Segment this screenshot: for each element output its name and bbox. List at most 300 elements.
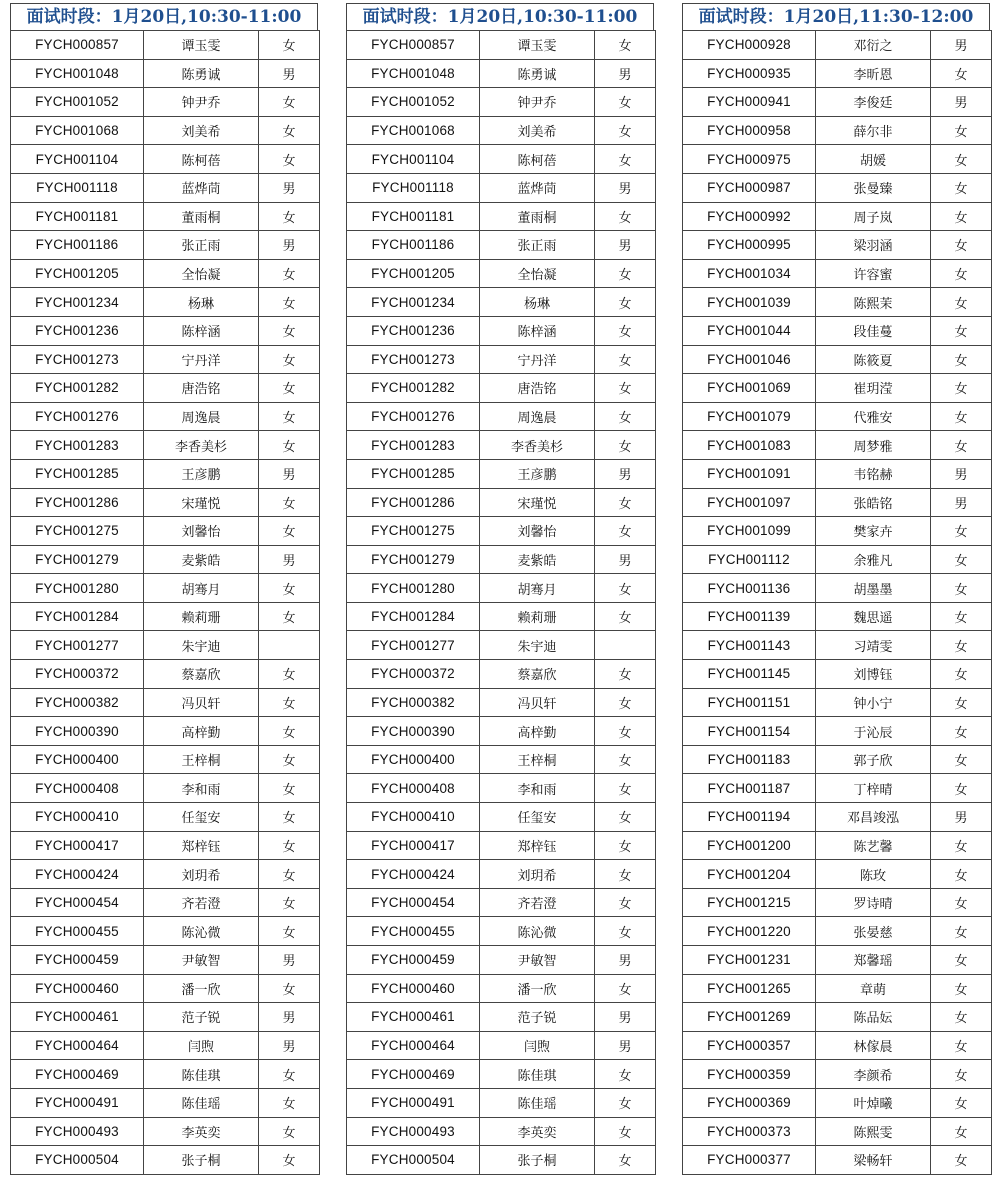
candidate-name: 梁畅轩 xyxy=(816,1146,931,1175)
table-row xyxy=(347,1117,656,1146)
candidate-gender: 男 xyxy=(595,173,656,202)
candidate-name: 范子锐 xyxy=(144,1003,259,1032)
table-row xyxy=(11,517,320,546)
table-row xyxy=(347,402,656,431)
candidate-id: FYCH001046 xyxy=(683,345,816,374)
candidate-gender: 女 xyxy=(595,774,656,803)
candidate-gender: 女 xyxy=(931,145,992,174)
candidate-gender: 女 xyxy=(595,1060,656,1089)
candidate-gender: 女 xyxy=(595,717,656,746)
candidate-name: 刘玥希 xyxy=(480,860,595,889)
table-row xyxy=(11,259,320,288)
candidate-name: 郑梓钰 xyxy=(144,831,259,860)
candidate-id: FYCH000424 xyxy=(347,860,480,889)
table-row xyxy=(347,259,656,288)
candidate-gender: 女 xyxy=(931,631,992,660)
table-row xyxy=(683,831,992,860)
candidate-id: FYCH001136 xyxy=(683,574,816,603)
candidate-gender: 女 xyxy=(931,946,992,975)
table-row xyxy=(347,288,656,317)
candidate-id: FYCH001104 xyxy=(11,145,144,174)
candidate-id: FYCH000958 xyxy=(683,116,816,145)
table-row xyxy=(11,1088,320,1117)
candidate-id: FYCH001285 xyxy=(347,459,480,488)
candidate-id: FYCH001236 xyxy=(11,316,144,345)
table-row xyxy=(683,345,992,374)
candidate-gender: 女 xyxy=(931,202,992,231)
candidate-name: 蓝烨茼 xyxy=(144,173,259,202)
candidate-name: 刘博钰 xyxy=(816,660,931,689)
candidate-name: 尹敏智 xyxy=(144,946,259,975)
candidate-name: 闫煦 xyxy=(480,1031,595,1060)
table-row xyxy=(11,1003,320,1032)
candidate-id: FYCH000493 xyxy=(11,1117,144,1146)
candidate-gender: 男 xyxy=(931,488,992,517)
table-row xyxy=(347,888,656,917)
candidate-name: 郑梓钰 xyxy=(480,831,595,860)
candidate-gender: 女 xyxy=(931,574,992,603)
candidate-name: 全怡凝 xyxy=(480,259,595,288)
candidate-id: FYCH001269 xyxy=(683,1003,816,1032)
candidate-gender: 女 xyxy=(259,860,320,889)
candidate-gender: 女 xyxy=(259,88,320,117)
candidate-name: 任玺安 xyxy=(480,803,595,832)
table-row xyxy=(683,888,992,917)
candidate-name: 陈佳琪 xyxy=(144,1060,259,1089)
candidate-gender: 女 xyxy=(595,1088,656,1117)
candidate-name: 魏思遥 xyxy=(816,602,931,631)
table-row xyxy=(347,374,656,403)
candidate-gender: 女 xyxy=(595,145,656,174)
table-row xyxy=(347,59,656,88)
table-row xyxy=(683,145,992,174)
candidate-name: 崔玥滢 xyxy=(816,374,931,403)
candidate-name: 陈佳瑶 xyxy=(144,1088,259,1117)
candidate-gender: 男 xyxy=(259,1003,320,1032)
table-row xyxy=(347,1146,656,1175)
candidate-gender: 女 xyxy=(595,860,656,889)
candidate-name: 麦紫皓 xyxy=(480,545,595,574)
candidate-name: 李和雨 xyxy=(480,774,595,803)
table-row xyxy=(347,88,656,117)
candidate-name: 郑馨瑶 xyxy=(816,946,931,975)
candidate-gender xyxy=(595,631,656,660)
table-row xyxy=(683,116,992,145)
candidate-name: 高梓勤 xyxy=(144,717,259,746)
table-row xyxy=(347,974,656,1003)
candidate-name: 董雨桐 xyxy=(480,202,595,231)
candidate-gender: 男 xyxy=(259,231,320,260)
table-row xyxy=(683,803,992,832)
table-row xyxy=(347,1088,656,1117)
table-row xyxy=(347,202,656,231)
candidate-id: FYCH001275 xyxy=(11,517,144,546)
candidate-id: FYCH000424 xyxy=(11,860,144,889)
table-row xyxy=(683,517,992,546)
candidate-table xyxy=(10,30,320,1175)
candidate-name: 宁丹洋 xyxy=(144,345,259,374)
candidate-name: 齐若澄 xyxy=(480,888,595,917)
candidate-name: 宁丹洋 xyxy=(480,345,595,374)
schedule-panel-2 xyxy=(346,3,654,1175)
candidate-id: FYCH001048 xyxy=(11,59,144,88)
candidate-gender: 女 xyxy=(931,345,992,374)
table-row xyxy=(347,917,656,946)
candidate-table xyxy=(682,30,992,1175)
candidate-id: FYCH000359 xyxy=(683,1060,816,1089)
candidate-gender: 女 xyxy=(595,288,656,317)
candidate-gender: 女 xyxy=(595,431,656,460)
table-row xyxy=(683,1031,992,1060)
candidate-gender: 女 xyxy=(259,145,320,174)
candidate-name: 张曼臻 xyxy=(816,173,931,202)
table-row xyxy=(11,431,320,460)
table-row xyxy=(347,774,656,803)
candidate-gender: 女 xyxy=(931,660,992,689)
candidate-name: 余雅凡 xyxy=(816,545,931,574)
candidate-gender: 女 xyxy=(259,688,320,717)
table-row xyxy=(683,488,992,517)
candidate-id: FYCH000857 xyxy=(347,31,480,60)
candidate-name: 郭子欣 xyxy=(816,745,931,774)
candidate-name: 丁梓晴 xyxy=(816,774,931,803)
table-row xyxy=(347,145,656,174)
table-row xyxy=(11,803,320,832)
candidate-gender: 男 xyxy=(595,1031,656,1060)
candidate-id: FYCH000469 xyxy=(347,1060,480,1089)
candidate-gender: 男 xyxy=(259,173,320,202)
candidate-name: 胡墨墨 xyxy=(816,574,931,603)
candidate-name: 陈熙茉 xyxy=(816,288,931,317)
candidate-gender: 女 xyxy=(931,1146,992,1175)
candidate-id: FYCH000504 xyxy=(11,1146,144,1175)
candidate-gender: 女 xyxy=(259,717,320,746)
candidate-name: 王梓桐 xyxy=(144,745,259,774)
candidate-gender: 女 xyxy=(931,116,992,145)
candidate-id: FYCH000372 xyxy=(11,660,144,689)
candidate-gender: 男 xyxy=(595,231,656,260)
candidate-name: 王彦鹏 xyxy=(480,459,595,488)
candidate-gender: 女 xyxy=(595,517,656,546)
candidate-name: 尹敏智 xyxy=(480,946,595,975)
candidate-id: FYCH000410 xyxy=(347,803,480,832)
candidate-id: FYCH001220 xyxy=(683,917,816,946)
candidate-gender: 女 xyxy=(595,488,656,517)
table-row xyxy=(11,688,320,717)
candidate-name: 章萌 xyxy=(816,974,931,1003)
table-row xyxy=(11,31,320,60)
candidate-gender: 男 xyxy=(595,1003,656,1032)
candidate-id: FYCH001039 xyxy=(683,288,816,317)
candidate-name: 周梦雅 xyxy=(816,431,931,460)
candidate-gender: 女 xyxy=(595,116,656,145)
candidate-gender: 女 xyxy=(259,803,320,832)
candidate-id: FYCH001276 xyxy=(347,402,480,431)
candidate-id: FYCH000382 xyxy=(347,688,480,717)
table-row xyxy=(11,860,320,889)
candidate-gender: 女 xyxy=(259,774,320,803)
candidate-name: 薛尔非 xyxy=(816,116,931,145)
candidate-name: 陈筱夏 xyxy=(816,345,931,374)
candidate-id: FYCH001279 xyxy=(11,545,144,574)
table-row xyxy=(683,231,992,260)
candidate-name: 张子桐 xyxy=(480,1146,595,1175)
candidate-name: 蓝烨茼 xyxy=(480,173,595,202)
candidate-name: 张子桐 xyxy=(144,1146,259,1175)
candidate-name: 张皓铭 xyxy=(816,488,931,517)
candidate-id: FYCH001215 xyxy=(683,888,816,917)
candidate-name: 杨琳 xyxy=(480,288,595,317)
panel-title: 面试时段：1月20日,10:30-11:00 xyxy=(346,3,654,30)
candidate-id: FYCH001068 xyxy=(11,116,144,145)
table-row xyxy=(683,1146,992,1175)
candidate-gender: 女 xyxy=(595,345,656,374)
table-row xyxy=(347,1003,656,1032)
candidate-gender: 男 xyxy=(259,545,320,574)
candidate-name: 胡媛 xyxy=(816,145,931,174)
candidate-name: 朱宇迪 xyxy=(480,631,595,660)
table-row xyxy=(347,574,656,603)
candidate-id: FYCH000461 xyxy=(347,1003,480,1032)
candidate-gender: 女 xyxy=(595,1117,656,1146)
candidate-name: 潘一欣 xyxy=(144,974,259,1003)
table-row xyxy=(683,173,992,202)
candidate-gender: 女 xyxy=(259,345,320,374)
candidate-gender: 女 xyxy=(595,316,656,345)
candidate-id: FYCH000491 xyxy=(347,1088,480,1117)
table-row xyxy=(11,917,320,946)
candidate-id: FYCH001139 xyxy=(683,602,816,631)
candidate-name: 代雅安 xyxy=(816,402,931,431)
candidate-name: 杨琳 xyxy=(144,288,259,317)
candidate-id: FYCH000382 xyxy=(11,688,144,717)
table-row xyxy=(683,745,992,774)
candidate-id: FYCH001234 xyxy=(347,288,480,317)
candidate-name: 闫煦 xyxy=(144,1031,259,1060)
candidate-id: FYCH001052 xyxy=(347,88,480,117)
candidate-name: 陈梓涵 xyxy=(480,316,595,345)
candidate-gender: 女 xyxy=(259,888,320,917)
candidate-id: FYCH001285 xyxy=(11,459,144,488)
candidate-name: 李昕恩 xyxy=(816,59,931,88)
candidate-id: FYCH000410 xyxy=(11,803,144,832)
candidate-id: FYCH001034 xyxy=(683,259,816,288)
candidate-id: FYCH001068 xyxy=(347,116,480,145)
candidate-id: FYCH001097 xyxy=(683,488,816,517)
candidate-name: 叶焯曦 xyxy=(816,1088,931,1117)
candidate-gender: 女 xyxy=(595,974,656,1003)
table-row xyxy=(347,660,656,689)
candidate-gender: 女 xyxy=(931,1117,992,1146)
table-row xyxy=(11,88,320,117)
candidate-name: 钟小宁 xyxy=(816,688,931,717)
candidate-id: FYCH000390 xyxy=(11,717,144,746)
candidate-gender: 女 xyxy=(259,488,320,517)
table-row xyxy=(347,345,656,374)
candidate-name: 钟尹乔 xyxy=(144,88,259,117)
table-row xyxy=(683,1003,992,1032)
candidate-gender: 女 xyxy=(931,1060,992,1089)
candidate-name: 张晏慈 xyxy=(816,917,931,946)
table-row xyxy=(347,631,656,660)
candidate-gender: 女 xyxy=(931,316,992,345)
schedule-panel-3 xyxy=(682,3,990,1175)
candidate-gender: 女 xyxy=(931,831,992,860)
candidate-gender: 男 xyxy=(259,946,320,975)
table-row xyxy=(683,631,992,660)
candidate-gender: 女 xyxy=(259,431,320,460)
candidate-name: 刘馨怡 xyxy=(480,517,595,546)
candidate-name: 周逸晨 xyxy=(144,402,259,431)
candidate-name: 陈玫 xyxy=(816,860,931,889)
candidate-id: FYCH001282 xyxy=(11,374,144,403)
candidate-name: 王梓桐 xyxy=(480,745,595,774)
table-row xyxy=(347,946,656,975)
table-row xyxy=(11,145,320,174)
candidate-name: 范子锐 xyxy=(480,1003,595,1032)
candidate-name: 陈佳瑶 xyxy=(480,1088,595,1117)
table-row xyxy=(347,1060,656,1089)
candidate-id: FYCH001236 xyxy=(347,316,480,345)
candidate-id: FYCH001194 xyxy=(683,803,816,832)
table-row xyxy=(11,402,320,431)
candidate-gender: 男 xyxy=(595,459,656,488)
candidate-id: FYCH001286 xyxy=(347,488,480,517)
candidate-name: 周逸晨 xyxy=(480,402,595,431)
table-row xyxy=(683,602,992,631)
table-row xyxy=(11,1031,320,1060)
candidate-name: 胡骞月 xyxy=(480,574,595,603)
candidate-name: 董雨桐 xyxy=(144,202,259,231)
candidate-id: FYCH000504 xyxy=(347,1146,480,1175)
table-row xyxy=(11,831,320,860)
candidate-name: 刘美希 xyxy=(480,116,595,145)
candidate-id: FYCH001044 xyxy=(683,316,816,345)
candidate-name: 梁羽涵 xyxy=(816,231,931,260)
candidate-gender: 女 xyxy=(931,1003,992,1032)
candidate-id: FYCH000461 xyxy=(11,1003,144,1032)
candidate-gender: 男 xyxy=(595,946,656,975)
candidate-gender: 女 xyxy=(259,202,320,231)
candidate-gender: 女 xyxy=(931,688,992,717)
candidate-name: 邓昌竣泓 xyxy=(816,803,931,832)
table-row xyxy=(683,574,992,603)
candidate-name: 李香美杉 xyxy=(480,431,595,460)
candidate-id: FYCH001284 xyxy=(11,602,144,631)
table-row xyxy=(347,803,656,832)
table-row xyxy=(347,459,656,488)
candidate-name: 陈勇诚 xyxy=(144,59,259,88)
candidate-name: 张正雨 xyxy=(480,231,595,260)
candidate-id: FYCH001265 xyxy=(683,974,816,1003)
candidate-name: 全怡凝 xyxy=(144,259,259,288)
candidate-gender: 男 xyxy=(595,545,656,574)
candidate-id: FYCH001273 xyxy=(11,345,144,374)
table-row xyxy=(683,660,992,689)
candidate-id: FYCH000369 xyxy=(683,1088,816,1117)
candidate-id: FYCH001277 xyxy=(11,631,144,660)
candidate-gender: 女 xyxy=(259,288,320,317)
candidate-name: 唐浩铭 xyxy=(144,374,259,403)
panel-title: 面试时段：1月20日,10:30-11:00 xyxy=(10,3,318,30)
candidate-id: FYCH001186 xyxy=(11,231,144,260)
table-row xyxy=(347,1031,656,1060)
candidate-name: 段佳蔓 xyxy=(816,316,931,345)
candidate-id: FYCH001079 xyxy=(683,402,816,431)
candidate-name: 刘美希 xyxy=(144,116,259,145)
table-row xyxy=(11,1146,320,1175)
candidate-gender: 女 xyxy=(259,316,320,345)
candidate-id: FYCH001143 xyxy=(683,631,816,660)
candidate-id: FYCH001280 xyxy=(347,574,480,603)
candidate-id: FYCH001205 xyxy=(11,259,144,288)
table-row xyxy=(11,488,320,517)
candidate-gender: 女 xyxy=(259,31,320,60)
candidate-name: 蔡嘉欣 xyxy=(144,660,259,689)
candidate-name: 许容蜜 xyxy=(816,259,931,288)
candidate-id: FYCH001183 xyxy=(683,745,816,774)
candidate-id: FYCH001231 xyxy=(683,946,816,975)
candidate-id: FYCH001277 xyxy=(347,631,480,660)
candidate-name: 陈梓涵 xyxy=(144,316,259,345)
candidate-name: 赖莉珊 xyxy=(144,602,259,631)
candidate-name: 邓衍之 xyxy=(816,31,931,60)
candidate-name: 韦铭赫 xyxy=(816,459,931,488)
table-row xyxy=(683,459,992,488)
candidate-id: FYCH000995 xyxy=(683,231,816,260)
candidate-name: 谭玉雯 xyxy=(480,31,595,60)
candidate-table xyxy=(346,30,656,1175)
candidate-name: 冯贝轩 xyxy=(144,688,259,717)
table-row xyxy=(683,88,992,117)
table-row xyxy=(683,59,992,88)
panel-title: 面试时段：1月20日,11:30-12:00 xyxy=(682,3,990,30)
candidate-name: 李英奕 xyxy=(144,1117,259,1146)
candidate-gender: 女 xyxy=(595,602,656,631)
candidate-name: 于沁辰 xyxy=(816,717,931,746)
candidate-gender: 女 xyxy=(931,917,992,946)
candidate-name: 李颜希 xyxy=(816,1060,931,1089)
candidate-id: FYCH000454 xyxy=(11,888,144,917)
table-row xyxy=(683,1060,992,1089)
candidate-id: FYCH000992 xyxy=(683,202,816,231)
candidate-name: 陈佳琪 xyxy=(480,1060,595,1089)
table-row xyxy=(683,545,992,574)
table-row xyxy=(683,917,992,946)
table-row xyxy=(347,831,656,860)
candidate-id: FYCH001104 xyxy=(347,145,480,174)
table-row xyxy=(11,888,320,917)
candidate-gender: 女 xyxy=(259,1088,320,1117)
candidate-id: FYCH001048 xyxy=(347,59,480,88)
table-row xyxy=(11,974,320,1003)
candidate-id: FYCH001154 xyxy=(683,717,816,746)
candidate-id: FYCH000408 xyxy=(347,774,480,803)
candidate-id: FYCH000460 xyxy=(11,974,144,1003)
candidate-gender: 女 xyxy=(259,831,320,860)
candidate-id: FYCH000372 xyxy=(347,660,480,689)
candidate-id: FYCH000857 xyxy=(11,31,144,60)
candidate-id: FYCH001069 xyxy=(683,374,816,403)
candidate-name: 李和雨 xyxy=(144,774,259,803)
candidate-id: FYCH000464 xyxy=(347,1031,480,1060)
candidate-gender: 女 xyxy=(595,888,656,917)
candidate-name: 齐若澄 xyxy=(144,888,259,917)
candidate-gender: 女 xyxy=(259,402,320,431)
table-row xyxy=(683,374,992,403)
candidate-gender: 女 xyxy=(931,374,992,403)
candidate-name: 唐浩铭 xyxy=(480,374,595,403)
